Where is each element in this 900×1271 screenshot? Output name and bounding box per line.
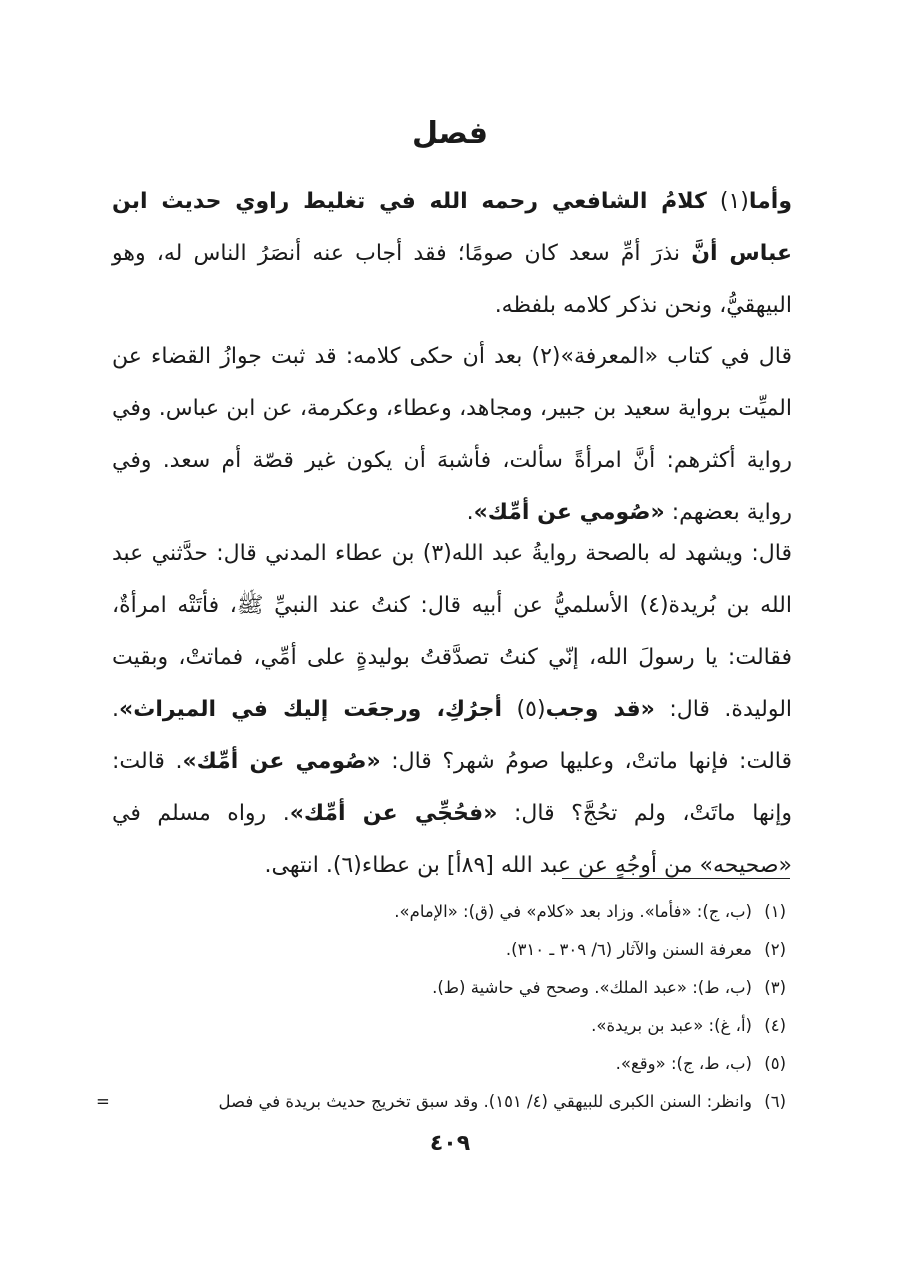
footnote-text: (ب، ط، ج): «وقع». bbox=[615, 1054, 752, 1073]
footnote-text: معرفة السنن والآثار (٦/ ٣٠٩ ـ ٣١٠). bbox=[505, 940, 752, 959]
hadith-quote: «صُومي عن أمِّك» bbox=[473, 500, 665, 525]
hadith-quote: «فحُجِّي عن أمِّك» bbox=[289, 801, 498, 826]
footnotes-list bbox=[96, 893, 786, 1121]
section-heading: فصل bbox=[412, 116, 488, 151]
footnote-item bbox=[96, 1045, 786, 1083]
footnote-item bbox=[96, 893, 786, 931]
footnote-item bbox=[96, 931, 786, 969]
footnote-ref: (٥) bbox=[502, 697, 546, 722]
text-segment: نذرَ أمِّ سعد كان صومًا؛ فقد أجاب عنه أنصَرُ الناس له، وهو البيهقيُّ، ونحن نذكر كلامه بلفظه. bbox=[112, 241, 792, 318]
footnote-text: (ب، ج): «فأما». وزاد بعد «كلام» في (ق): «الإمام». bbox=[394, 902, 752, 921]
hadith-quote: «قد وجب bbox=[545, 697, 655, 722]
footnote-number: (٢) bbox=[764, 940, 786, 959]
footnote-text: (ب، ط): «عبد الملك». وصحح في حاشية (ط). bbox=[432, 978, 752, 997]
paragraph-3 bbox=[112, 528, 792, 892]
text-segment: كلامُ الشافعي رحمه الله في تغليط راوي حديث ابن عباس أنَّ bbox=[112, 189, 792, 266]
paragraph-2 bbox=[112, 331, 792, 539]
footnote-item bbox=[96, 969, 786, 1007]
page-number: ٤٠٩ bbox=[429, 1131, 471, 1156]
text-segment: . قالت: فإنها ماتتْ، وعليها صومُ شهر؟ قال: bbox=[112, 697, 792, 774]
footnote-number: (٤) bbox=[764, 1016, 786, 1035]
footnote-text: (أ، غ): «عبد بن بريدة». bbox=[591, 1016, 752, 1035]
footnote-item bbox=[96, 1007, 786, 1045]
footnote-divider bbox=[562, 878, 790, 879]
footnote-number: (١) bbox=[764, 902, 786, 921]
footnote-number: (٣) bbox=[764, 978, 786, 997]
text-segment: وأما bbox=[748, 189, 792, 214]
text-segment: . bbox=[466, 500, 474, 525]
footnote-ref: (١) bbox=[706, 189, 749, 214]
text-segment: . رواه مسلم في «صحيحه» من أوجُهٍ عن عبد الله [٨٩أ] بن عطاء(٦). انتهى. bbox=[112, 801, 792, 878]
text-segment: قال في كتاب «المعرفة»(٢) بعد أن حكى كلامه: قد ثبت جوازُ القضاء عن الميِّت برواية سعيد بن جبير، ومجاهد، وعطاء، وعكرمة، عن ابن عباس. وفي رواية أكثرهم: أنَّ امرأةً سألت، فأشبهَ أن يكون غير قصّة أم سعد. وفي رواية بعضهم: bbox=[112, 344, 793, 525]
hadith-quote: «صُومي عن أمِّك» bbox=[182, 749, 381, 774]
text-segment: قال: ويشهد له بالصحة روايةُ عبد الله(٣) بن عطاء المدني قال: حدَّثني عبد الله بن بُريدة(٤) الأسلميُّ عن أبيه قال: كنتُ عند النبيِّ ﷺ، فأتَتْه امرأةٌ، فقالت: يا رسولَ الله، إنّي كنتُ تصدَّقتُ بوليدةٍ على أمِّي، فماتتْ، وبقيت الوليدة. قال: bbox=[112, 541, 793, 722]
hadith-quote: أجرُكِ، ورجعَت إليك في الميراث» bbox=[119, 697, 503, 722]
footnote-number: (٦) bbox=[764, 1092, 786, 1111]
footnote-text: وانظر: السنن الكبرى للبيهقي (٤/ ١٥١). وقد سبق تخريج حديث بريدة في فصل bbox=[218, 1092, 752, 1111]
text-segment: . قالت: وإنها ماتَتْ، ولم تحُجَّ؟ قال: bbox=[112, 749, 792, 826]
paragraph-1 bbox=[112, 176, 792, 332]
continuation-mark: = bbox=[96, 1092, 110, 1111]
footnote-number: (٥) bbox=[764, 1054, 786, 1073]
footnote-item bbox=[96, 1083, 786, 1121]
